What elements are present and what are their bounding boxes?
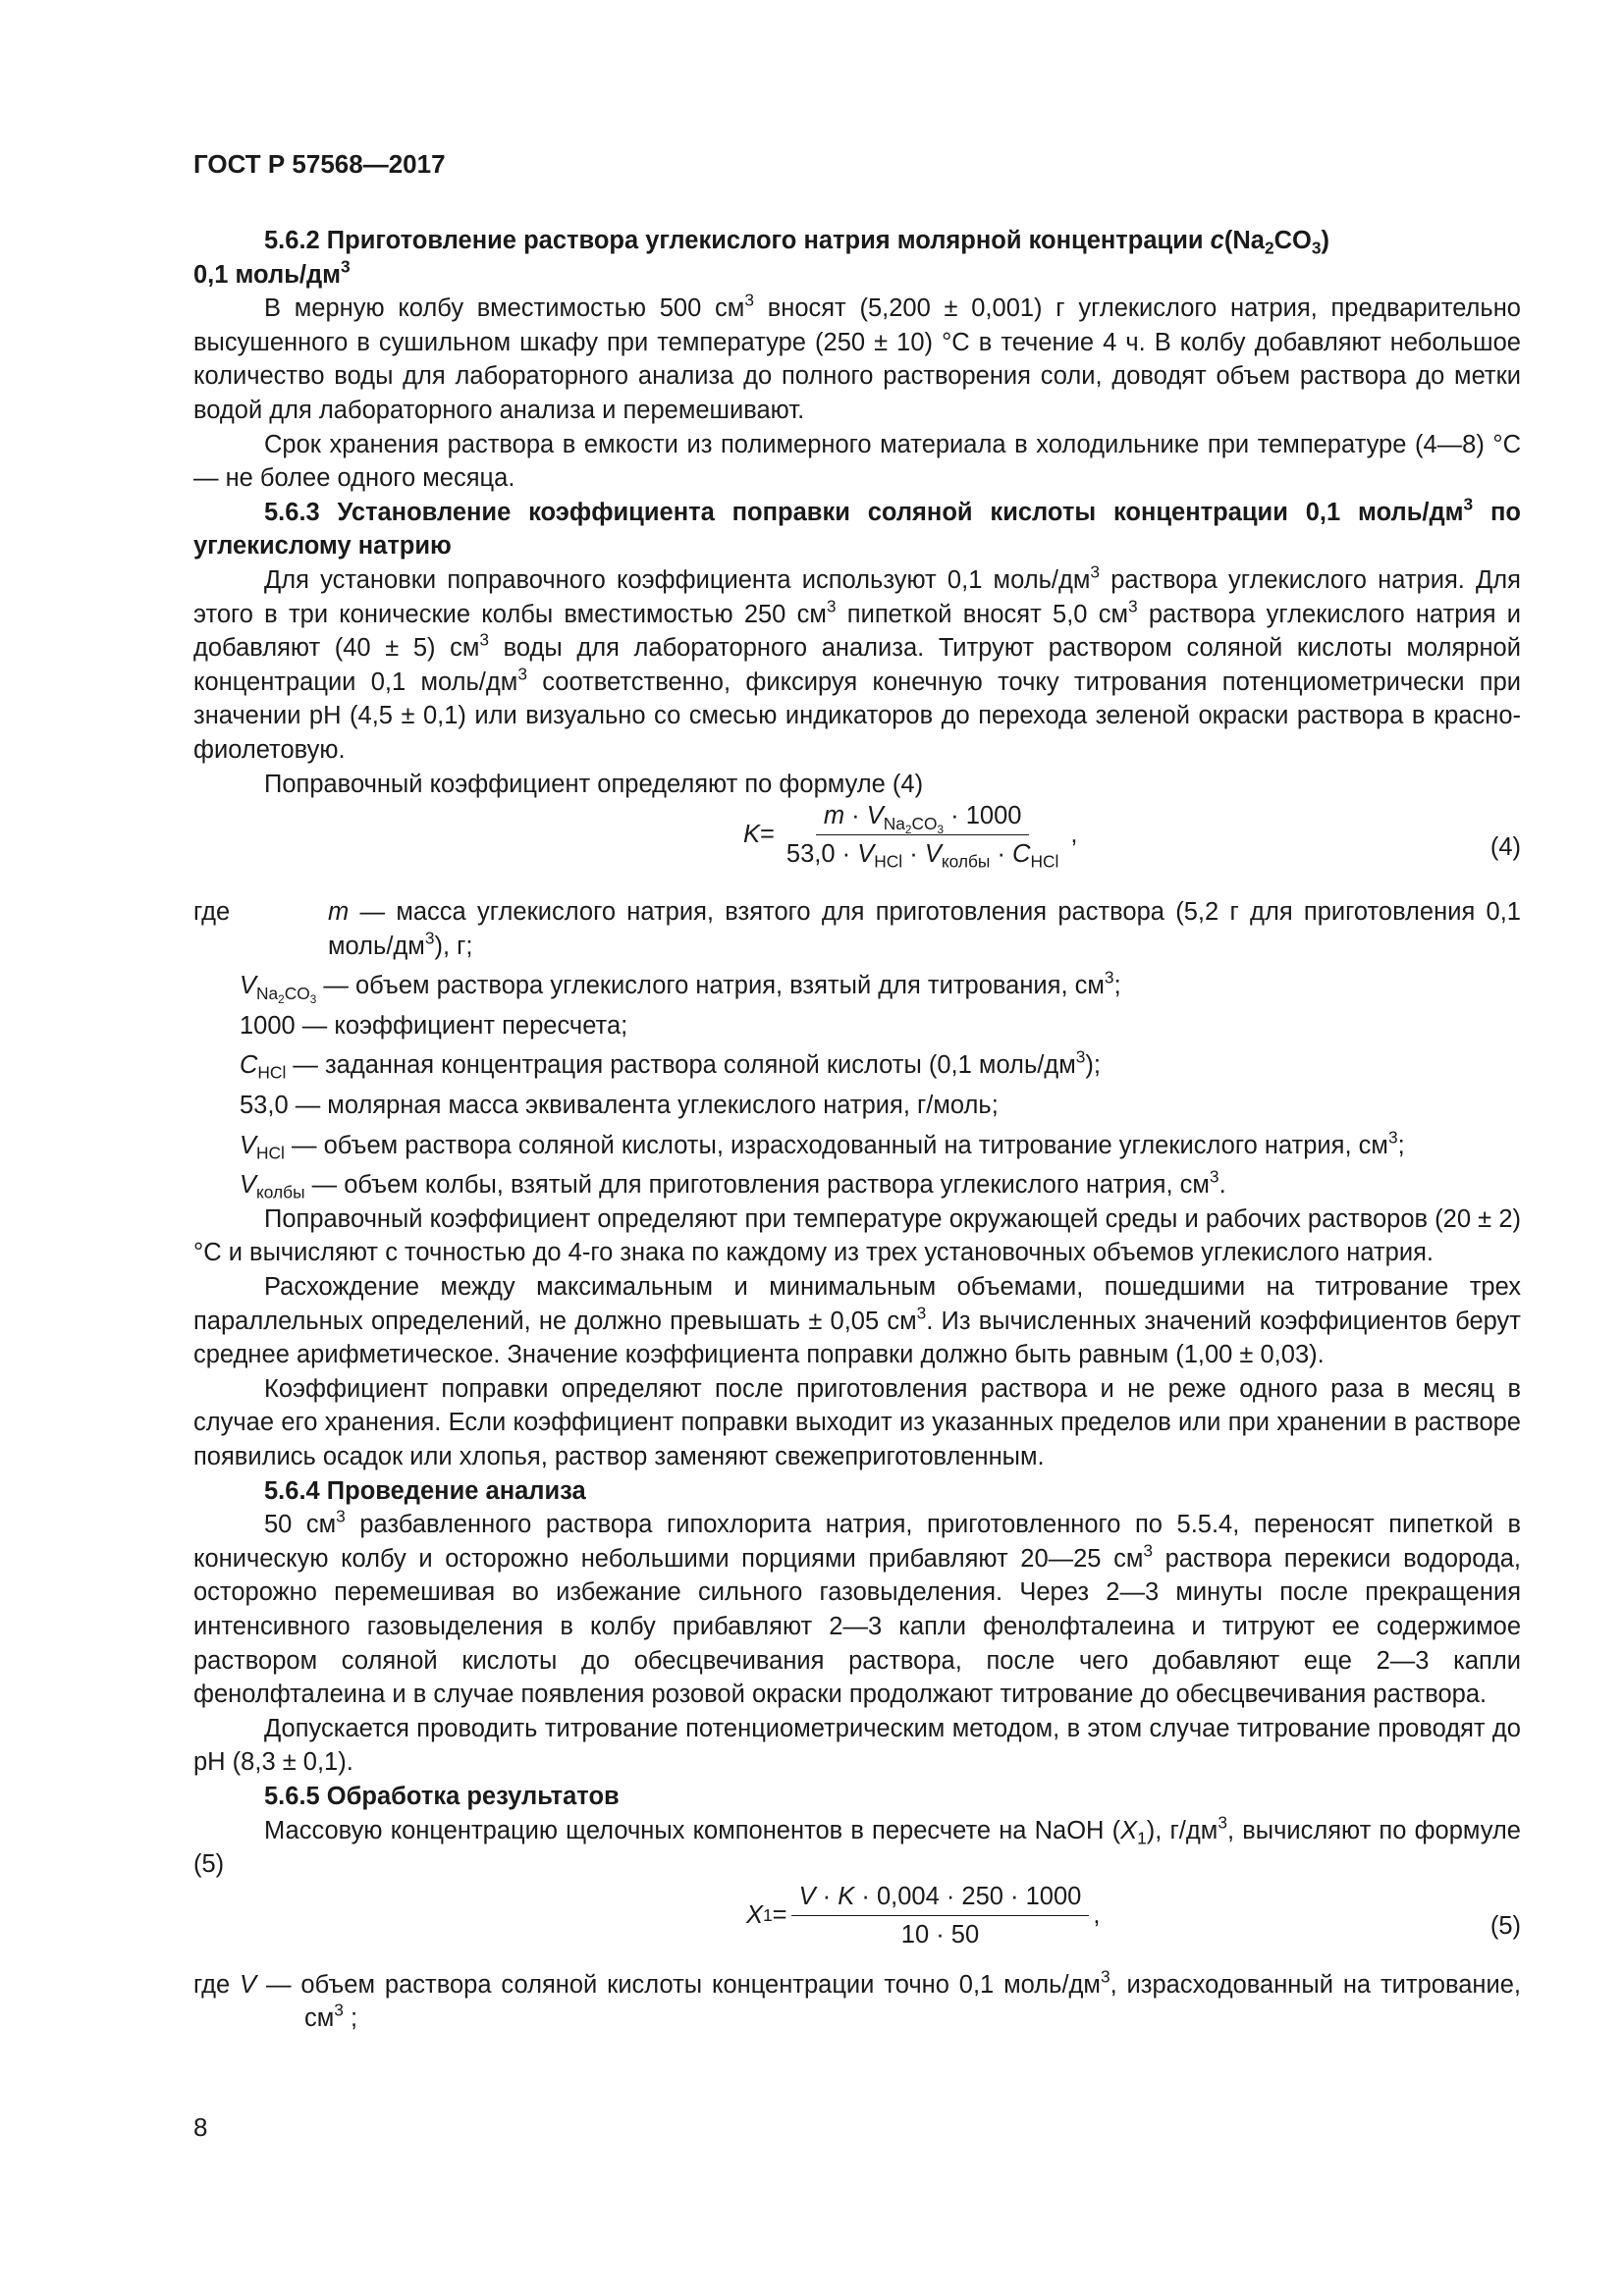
formula-4 xyxy=(193,801,1521,895)
where-block-5: где V — объем раствора соляной кислоты концентрации точно 0,1 моль/$дм^3$, израсходованный на титрование, $см^3$ ; xyxy=(193,1965,1521,2033)
formula-5 xyxy=(193,1882,1521,1968)
paragraph: Расхождение между максимальным и минимальным объемами, пошедшими на титрование трех параллельных определений, не должно превышать ± 0,05 $см^3$. Из вычисленных значений коэффициентов берут среднее арифметическое. Значение коэффициента поправки должно быть равным (1,00 ± 0,03). xyxy=(193,1273,1521,1369)
formula-5-number: (5) xyxy=(1489,1911,1521,1940)
formula-4-expression: K = $\frac{m \cdot V_{Na_2CO_3} \cdot 1000}{53,0 \cdot V_{HCl} \cdot V_{колбы} \cdot C_{HCl}}$ , xyxy=(743,802,1078,872)
paragraph: В мерную колбу вместимостью 500 $см^3$ вносят (5,200 ± 0,001) г углекислого натрия, предварительно высушенного в сушильном шкафу при температуре (250 ± 10) °С в течение 4 ч. В колбу добавляют небольшое количество воды для лабораторного анализа до полного растворения соли, доводят объем раствора до метки водой для лабораторного анализа и перемешивают. xyxy=(193,290,1521,424)
where-block-4: где m — масса углекислого натрия, взятого для приготовления раствора (5,2 г для приготовления 0,1 моль/$дм^3$), г; xyxy=(193,898,1521,960)
paragraph: 50 $см^3$ разбавленного раствора гипохлорита натрия, приготовленного по 5.5.4, переносят пипеткой в коническую колбу и осторожно небольшими порциями прибавляют 20—25 $см^3$ раствора перекиси водорода, осторожно перемешивая во избежание сильного газовыделения. Через 2—3 минуты после прекращения интенсивного газовыделения в колбу прибавляют 2—3 капли фенолфталеина и титруют ее содержимое раствором соляной кислоты до обесцвечивания раствора, после чего добавляют еще 2—3 капли фенолфталеина и в случае появления розовой окраски продолжают титрование до обесцвечивания раствора. xyxy=(193,1506,1522,1709)
where-item: 1000 — коэффициент пересчета; xyxy=(240,1011,628,1040)
document-header: ГОСТ Р 57568—2017 xyxy=(193,149,446,179)
formula-4-number: (4) xyxy=(1489,833,1521,862)
paragraph: Массовую концентрацию щелочных компонентов в пересчете на NaOH $(X_1)$, $г/дм^3$, вычисляют по формуле (5) xyxy=(193,1811,1521,1879)
section-5-6-5-heading: 5.6.5 Обработка результатов xyxy=(264,1782,620,1810)
formula-5-expression: X 1 = $\frac{V \cdot K \cdot 0,004 \cdot 250 \cdot 1000}{10 \cdot 50}$ , xyxy=(746,1882,1101,1949)
section-5-6-2-heading: 5.6.2 Приготовление раствора углекислого натрия молярной концентрации $c(Na_2CO_3)$ xyxy=(264,227,1329,258)
paragraph: Коэффициент поправки определяют после приготовления раствора и не реже одного раза в месяц в случае его хранения. Если коэффициент поправки выходит из указанных пределов или при хранении в растворе появились осадок или хлопья, раствор заменяют свежеприготовленным. xyxy=(193,1374,1521,1470)
section-5-6-4-heading: 5.6.4 Проведение анализа xyxy=(264,1476,586,1505)
where-item: $V_{HCl}$ — объем раствора соляной кислоты, израсходованный на титрование углекислого натрия, $см^3$; xyxy=(240,1126,1405,1163)
paragraph: Допускается проводить титрование потенциометрическим методом, в этом случае титрование проводят до рН (8,3 ± 0,1). xyxy=(193,1714,1521,1777)
where-item: $V_{колбы}$ — объем колбы, взятый для приготовления раствора углекислого натрия, $см^3$. xyxy=(240,1166,1226,1202)
paragraph: Поправочный коэффициент определяют по формуле (4) xyxy=(264,770,924,798)
where-item: $C_{HCl}$ — заданная концентрация раствора соляной кислоты (0,1 моль/$дм^3$); xyxy=(240,1046,1101,1084)
document-body xyxy=(193,224,1521,2036)
paragraph: Срок хранения раствора в емкости из полимерного материала в холодильнике при температуре (4—8) °С — не более одного месяца. xyxy=(193,430,1521,493)
where-item: $V_{Na_2CO_3}$ — объем раствора углекислого натрия, взятый для титрования, $см^3$; xyxy=(240,967,1121,1006)
formula-5-fraction: $\frac{V \cdot K \cdot 0,004 \cdot 250 \cdot 1000}{10 \cdot 50}$ xyxy=(791,1882,1090,1949)
section-5-6-3-heading: 5.6.3 Установление коэффициента поправки соляной кислоты концентрации 0,1 моль/$дм^3$ по углекислому натрию xyxy=(193,494,1521,561)
page-number: 8 xyxy=(193,2112,208,2142)
section-5-6-2-heading-line2: 0,1 моль/$дм^3$ xyxy=(193,255,351,289)
formula-4-fraction: $\frac{m \cdot V_{Na_2CO_3} \cdot 1000}{53,0 \cdot V_{HCl} \cdot V_{колбы} \cdot C_{HCl}}$ xyxy=(785,802,1059,872)
where-item: 53,0 — молярная масса эквивалента углекислого натрия, г/моль; xyxy=(240,1092,999,1120)
paragraph: Поправочный коэффициент определяют при температуре окружающей среды и рабочих растворов (20 ± 2) °С и вычисляют с точностью до 4-го знака по каждому из трех установочных объемов углекислого натрия. xyxy=(193,1204,1521,1267)
paragraph: Для установки поправочного коэффициента используют 0,1 моль/$дм^3$ раствора углекислого натрия. Для этого в три конические колбы вместимостью 250 $см^3$ пипеткой вносят 5,0 $см^3$ раствора углекислого натрия и добавляют (40 ± 5) $см^3$ воды для лабораторного анализа. Титруют раствором соляной кислоты молярной концентрации 0,1 моль/$дм^3$ соответственно, фиксируя конечную точку титрования потенциометрически при значении рН (4,5 ± 0,1) или визуально со смесью индикаторов до перехода зеленой окраски раствора в красно-фиолетовую. xyxy=(193,561,1522,764)
